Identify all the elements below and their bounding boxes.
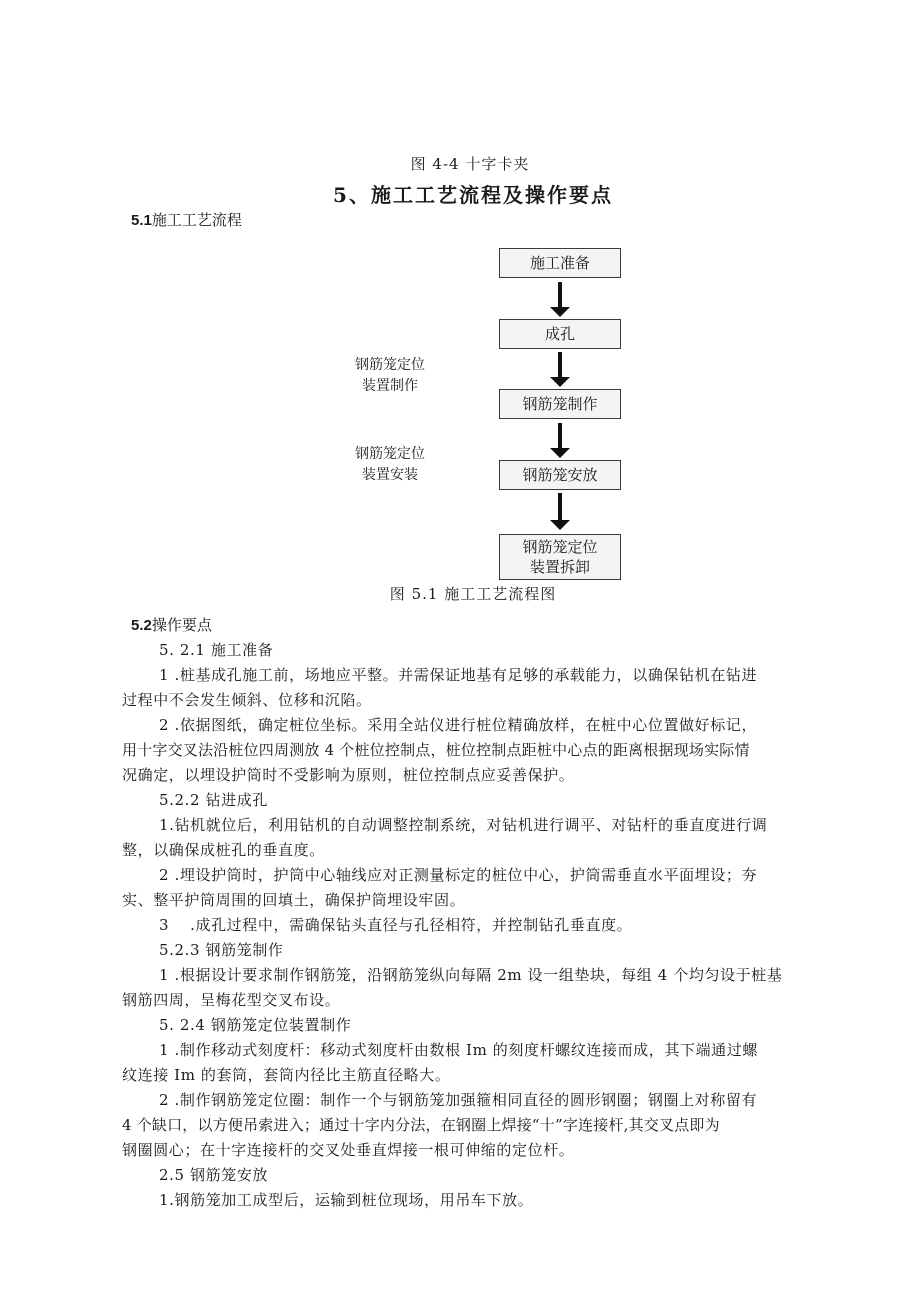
paragraph-line: 钢筋四周，呈梅花型交叉布设。 [122, 991, 341, 1009]
heading-5-2-2: 5.2.2 钻进成孔 [159, 791, 268, 809]
paragraph-line: 2 .制作钢筋笼定位圈：制作一个与钢筋笼加强箍相同直径的圆形钢圈；钢圈上对称留有 [159, 1091, 758, 1109]
side-label-line: 钢筋笼定位 [355, 446, 425, 462]
subsection-title: 施工工艺流程 [151, 211, 242, 229]
flow-arrow-icon [550, 423, 570, 458]
side-label-line: 钢筋笼定位 [355, 357, 425, 373]
section-title: 5、施工工艺流程及操作要点 [333, 183, 613, 207]
paragraph-line: 实、整平护筒周围的回填土，确保护筒埋设牢固。 [122, 891, 466, 909]
subsection-number: 5.2 [131, 617, 152, 634]
figure-caption-top: 图 4-4 十字卡夹 [410, 155, 530, 173]
flow-arrow-icon [550, 282, 570, 317]
paragraph-line: 2 .依据图纸，确定桩位坐标。采用全站仪进行桩位精确放样，在桩中心位置做好标记， [159, 716, 758, 734]
paragraph-line: 整，以确保成桩孔的垂直度。 [122, 841, 325, 859]
heading-5-2-4: 5. 2.4 钢筋笼定位装置制作 [159, 1016, 352, 1034]
flow-arrow-icon [550, 352, 570, 387]
paragraph-line: 钢圈圆心；在十字连接杆的交叉处垂直焊接一根可伸缩的定位杆。 [122, 1141, 575, 1159]
flow-step-4: 钢筋笼安放 [499, 460, 621, 490]
subsection-heading-5-2 [131, 614, 212, 635]
paragraph-line: 1 .根据设计要求制作钢筋笼，沿钢筋笼纵向每隔 2m 设一组垫块，每组 4 个均匀设于桩基 [159, 966, 783, 984]
flow-step-2: 成孔 [499, 319, 621, 349]
paragraph-line: 用十字交叉法沿桩位四周测放 4 个桩位控制点，桩位控制点距桩中心点的距离根据现场实际情 [122, 741, 750, 759]
paragraph-line: 纹连接 Im 的套筒，套筒内径比主筋直径略大。 [122, 1066, 451, 1084]
paragraph-line: 4 个缺口，以方便吊索进入；通过十字内分法，在钢圈上焊接“十”字连接杆,其交叉点即为 [122, 1116, 720, 1134]
paragraph-line: 1 .制作移动式刻度杆：移动式刻度杆由数根 Im 的刻度杆螺纹连接而成，其下端通过螺 [159, 1041, 758, 1059]
paragraph-line: 1.钻机就位后，利用钻机的自动调整控制系统，对钻机进行调平、对钻杆的垂直度进行调 [159, 816, 768, 834]
subsection-number: 5.1 [131, 212, 152, 229]
paragraph-line: 况确定，以埋设护筒时不受影响为原则，桩位控制点应妥善保护。 [122, 766, 575, 784]
flow-step-5 [499, 534, 621, 580]
flow-side-label-1 [345, 355, 435, 397]
paragraph-line: 1 .桩基成孔施工前，场地应平整。并需保证地基有足够的承载能力，以确保钻机在钻进 [159, 666, 758, 684]
paragraph-line: 1.钢筋笼加工成型后，运输到桩位现场，用吊车下放。 [159, 1191, 534, 1209]
flow-side-label-2 [345, 444, 435, 486]
paragraph-line: 2 .埋设护筒时，护筒中心轴线应对正测量标定的桩位中心，护筒需垂直水平面埋设；夯 [159, 866, 758, 884]
paragraph-line: 3 .成孔过程中，需确保钻头直径与孔径相符，并控制钻孔垂直度。 [159, 916, 633, 934]
flowchart-caption: 图 5.1 施工工艺流程图 [389, 585, 557, 603]
flow-step-1: 施工准备 [499, 248, 621, 278]
subsection-heading-5-1 [131, 209, 242, 230]
paragraph-line: 过程中不会发生倾斜、位移和沉陷。 [122, 691, 372, 709]
flow-step-3: 钢筋笼制作 [499, 389, 621, 419]
heading-5-2-3: 5.2.3 钢筋笼制作 [159, 941, 284, 959]
heading-2-5: 2.5 钢筋笼安放 [159, 1166, 269, 1184]
flow-arrow-icon [550, 493, 570, 530]
heading-5-2-1: 5. 2.1 施工准备 [159, 641, 274, 659]
side-label-line: 装置制作 [362, 378, 418, 394]
flow-step-5-line-1: 钢筋笼定位 [522, 538, 598, 556]
subsection-title: 操作要点 [151, 616, 212, 634]
side-label-line: 装置安装 [362, 467, 418, 483]
flow-step-5-line-2: 装置拆卸 [529, 558, 590, 576]
